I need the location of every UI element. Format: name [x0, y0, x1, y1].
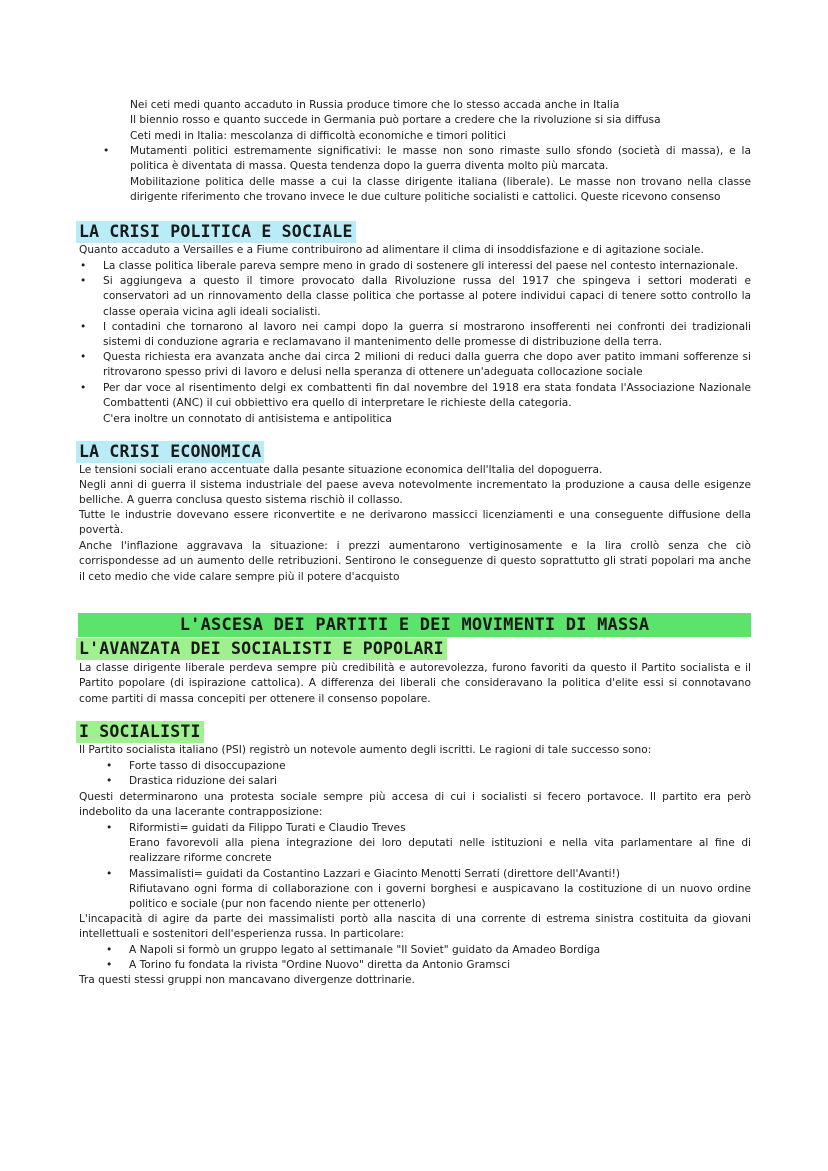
crisi-politica-bullet-5: Per dar voce al risentimento delgi ex combattenti fin dal novembre del 1918 era stata fondata l'Associazione Nazionale Combattenti (ANC) il cui obbiettivo era quello di interpretare le richieste della categoria. — [103, 382, 751, 410]
bullet-dot: • — [80, 351, 87, 363]
socialisti-para-2: Questi determinarono una protesta sociale sempre più accesa di cui i socialisti si fecero portavoce. Il partito era però indebolito da una lacerante contrapposizione: — [79, 791, 751, 819]
socialisti-para-3: L'incapacità di agire da parte dei massimalisti portò alla nascita di una corrente di estrema sinistra costituita da giovani intellettuali e sostenitori dell'esperienza russa. In particolare: — [79, 913, 751, 941]
bullet-dot: • — [103, 145, 110, 157]
bullet-dot: • — [106, 944, 113, 956]
section-title-avanzata: L'AVANZATA DEI SOCIALISTI E POPOLARI — [76, 638, 447, 660]
bullet-dot: • — [80, 260, 87, 272]
crisi-politica-intro: Quanto accaduto a Versailles e a Fiume contribuirono ad alimentare il clima di insoddisfazione e di agitazione sociale. — [79, 244, 704, 256]
group-napoli: A Napoli si formò un gruppo legato al settimanale "Il Soviet" guidato da Amadeo Bordiga — [129, 944, 601, 956]
crisi-politica-bullet-4: Questa richiesta era avanzata anche dai circa 2 milioni di reduci dalla guerra che dopo aver patito immani sofferenze si ritrovarono spesso privi di lavoro e delusi nella speranza di ottenere un'adeguata collocazione sociale — [103, 351, 751, 379]
section-title-crisi-economica: LA CRISI ECONOMICA — [76, 441, 264, 463]
intro-line-1: Nei ceti medi quanto accaduto in Russia produce timore che lo stesso accada anche in Italia — [130, 99, 620, 111]
socialisti-closing: Tra questi stessi gruppi non mancavano divergenze dottrinarie. — [79, 974, 415, 986]
crisi-economica-para-3: Tutte le industrie dovevano essere riconvertite e ne derivarono massicci licenziamenti e una conseguente diffusione della povertà. — [79, 509, 751, 537]
bullet-dot: • — [80, 382, 87, 394]
crisi-politica-continuation: C'era inoltre un connotato di antisistema e antipolitica — [103, 413, 392, 425]
crisi-politica-bullet-2: Si aggiungeva a questo il timore provocato dalla Rivoluzione russa del 1917 che spingeva i settori moderati e conservatori ad un rinnovamento della classe politica che portasse al potere individui capaci di tenere sotto controllo la classe operaia vicina agli ideali socialisti. — [103, 275, 751, 318]
crisi-politica-bullet-3: I contadini che tornarono al lavoro nei campi dopo la guerra si mostrarono insofferenti nei confronti dei tradizionali sistemi di conduzione agraria e reclamavano il mantenimento delle promesse di distribuzione della terra. — [103, 321, 751, 349]
socialisti-intro: Il Partito socialista italiano (PSI) registrò un notevole aumento degli iscritti. Le ragioni di tale successo sono: — [79, 744, 652, 756]
crisi-economica-para-1: Le tensioni sociali erano accentuate dalla pesante situazione economica dell'Italia del dopoguerra. — [79, 464, 603, 476]
chapter-title-ascesa: L'ASCESA DEI PARTITI E DEI MOVIMENTI DI MASSA — [78, 613, 751, 637]
bullet-dot: • — [106, 760, 113, 772]
faction-riformisti-desc: Erano favorevoli alla piena integrazione dei loro deputati nelle istituzioni e nella vita parlamentare al fine di realizzare riforme concrete — [129, 837, 751, 865]
faction-massimalisti-label: Massimalisti= guidati da Costantino Lazzari e Giacinto Menotti Serrati (direttore dell'Avanti!) — [129, 868, 620, 880]
socialisti-reason-1: Forte tasso di disoccupazione — [129, 760, 286, 772]
avanzata-para: La classe dirigente liberale perdeva sempre più credibilità e autorevolezza, furono favoriti da questo il Partito socialista e il Partito popolare (di ispirazione cattolica). A differenza dei liberali che consideravano la politica d'elite essi si connotavano come partiti di massa concepiti per ottenere il consenso popolare. — [79, 662, 751, 705]
faction-riformisti-label: Riformisti= guidati da Filippo Turati e Claudio Treves — [129, 822, 406, 834]
bullet-dot: • — [80, 321, 87, 333]
group-torino: A Torino fu fondata la rivista "Ordine Nuovo" diretta da Antonio Gramsci — [129, 959, 511, 971]
bullet-dot: • — [106, 775, 113, 787]
intro-line-3: Ceti medi in Italia: mescolanza di difficoltà economiche e timori politici — [130, 130, 506, 142]
bullet-dot: • — [106, 822, 113, 834]
bullet-dot: • — [106, 959, 113, 971]
intro-line-2: Il biennio rosso e quanto succede in Germania può portare a credere che la rivoluzione si sia diffusa — [130, 114, 661, 126]
socialisti-reason-2: Drastica riduzione dei salari — [129, 775, 277, 787]
crisi-politica-bullet-1: La classe politica liberale pareva sempre meno in grado di sostenere gli interessi del paese nel contesto internazionale. — [103, 260, 739, 272]
faction-massimalisti-desc: Rifiutavano ogni forma di collaborazione con i governi borghesi e auspicavano la costituzione di un nuovo ordine politico e sociale (pur non facendo niente per ottenerlo) — [129, 883, 751, 911]
section-title-crisi-politica: LA CRISI POLITICA E SOCIALE — [76, 221, 356, 243]
bullet-dot: • — [106, 868, 113, 880]
crisi-economica-para-4: Anche l'inflazione aggravava la situazione: i prezzi aumentarono vertiginosamente e la lira crollò senza che ciò corrispondesse ad un aumento delle retribuzioni. Sentirono le conseguenze di questo soprattutto gli strati popolari ma anche il ceto medio che vide calare sempre più il potere d'acquisto — [79, 540, 751, 583]
intro-bullet-continuation: Mobilitazione politica delle masse a cui la classe dirigente italiana (liberale). Le masse non trovano nella classe dirigente riferimento che trovano invece le due culture politiche socialisti e cattolici. Queste ricevono consenso — [130, 176, 751, 204]
intro-bullet: Mutamenti politici estremamente significativi: le masse non sono rimaste sullo sfondo (società di massa), e la politica è diventata di massa. Questa tendenza dopo la guerra diventa molto più marcata. — [130, 145, 751, 173]
section-title-socialisti: I SOCIALISTI — [76, 721, 204, 743]
bullet-dot: • — [80, 275, 87, 287]
crisi-economica-para-2: Negli anni di guerra il sistema industriale del paese aveva notevolmente incrementato la produzione a causa delle esigenze belliche. A guerra conclusa questo sistema rischiò il collasso. — [79, 479, 751, 507]
